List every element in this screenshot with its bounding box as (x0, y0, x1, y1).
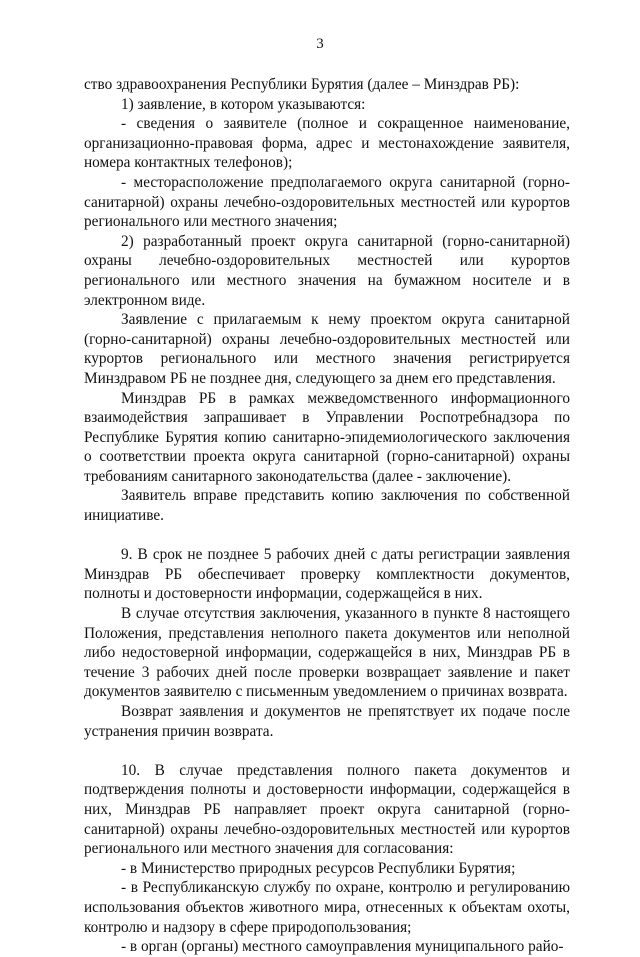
paragraph: Заявление с прилагаемым к нему проектом округа санитарной (горно-санитарной) охраны лечебно-оздоровительных местностей или курортов регионального или местного значения регистрируется Минздравом РБ не позднее дня, следующего за днем его представления. (84, 311, 570, 387)
paragraph: В случае отсутствия заключения, указанного в пункте 8 настоящего Положения, представления неполного пакета документов или неполной либо недостоверной информации, содержащейся в них, Минздрав РБ в течение 3 рабочих дней после проверки возвращает заявление и пакет документов заявителю с письменным уведомлением о причинах возврата. (84, 605, 570, 701)
paragraph: 1) заявление, в котором указываются: (121, 95, 366, 113)
paragraph-gap (84, 741, 570, 761)
document-body (84, 75, 570, 957)
paragraph: 2) разработанный проект округа санитарной (горно-санитарной) охраны лечебно-оздоровительных местностей или курортов регионального или местного значения на бумажном носителе и в электронном виде. (84, 232, 570, 309)
paragraph: Минздрав РБ в рамках межведомственного информационного взаимодействия запрашивает в Управлении Роспотребнадзора по Республике Бурятия копию санитарно-эпидемиологического заключения о соответствии проекта округа санитарной (горно-санитарной) охраны требованиям санитарного законодательства (далее - заключение). (84, 389, 570, 485)
paragraph: ство здравоохранения Республики Бурятия (далее – Минздрав РБ): (84, 76, 520, 93)
paragraph: 10. В случае представления полного пакета документов и подтверждения полноты и достоверности информации, содержащейся в них, Минздрав РБ направляет проект округа санитарной (горно-санитарной) охраны лечебно-оздоровительных местностей или курортов регионального или местного значения для согласования: (84, 761, 570, 858)
paragraph: - в орган (органы) местного самоуправления муниципального райо- (121, 938, 564, 956)
paragraph: 9. В срок не позднее 5 рабочих дней с даты регистрации заявления Минздрав РБ обеспечивает проверку комплектности документов, полноты и достоверности информации, содержащейся в них. (84, 546, 570, 603)
page-number: 3 (316, 36, 324, 52)
paragraph: Возврат заявления и документов не препятствует их подаче после устранения причин возврата. (84, 703, 570, 740)
paragraph: - сведения о заявителе (полное и сокращенное наименование, организационно-правовая форма, адрес и местонахождение заявителя, номера контактных телефонов); (84, 115, 570, 172)
paragraph-gap (84, 526, 570, 546)
paragraph: - в Республиканскую службу по охране, контролю и регулированию использования объектов животного мира, отнесенных к объектам охоты, контролю и надзору в сфере природопользования; (84, 879, 570, 936)
paragraph: - месторасположение предполагаемого округа санитарной (горно-санитарной) охраны лечебно-оздоровительных местностей или курортов регионального или местного значения; (84, 173, 570, 231)
paragraph: Заявитель вправе представить копию заключения по собственной инициативе. (84, 487, 570, 525)
paragraph: - в Министерство природных ресурсов Республики Бурятия; (121, 859, 516, 877)
